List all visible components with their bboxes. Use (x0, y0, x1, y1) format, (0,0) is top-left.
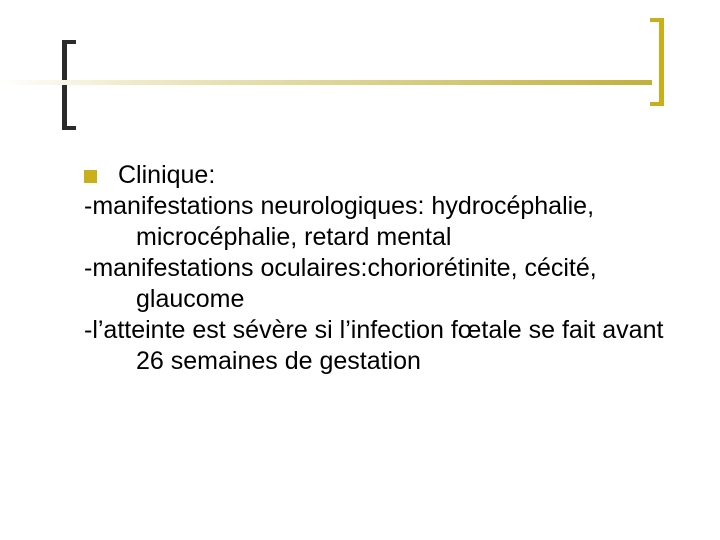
paragraph-atteinte: -l’atteinte est sévère si l’infection fœtale se fait avant 26 semaines de gestation (84, 316, 664, 375)
square-bullet-icon (84, 170, 97, 183)
bullet-text: Clinique: (118, 161, 216, 189)
bullet-item (84, 160, 684, 191)
slide-content (84, 160, 684, 377)
title-area (0, 0, 720, 150)
left-bracket-decoration (62, 40, 76, 130)
title-rule (0, 80, 652, 85)
paragraph-oculaires: -manifestations oculaires:choriorétinite, cécité, glaucome (84, 254, 597, 313)
paragraph-neurologiques: -manifestations neurologiques: hydrocéphalie, microcéphalie, retard mental (84, 192, 595, 251)
right-bracket-decoration (650, 18, 664, 106)
